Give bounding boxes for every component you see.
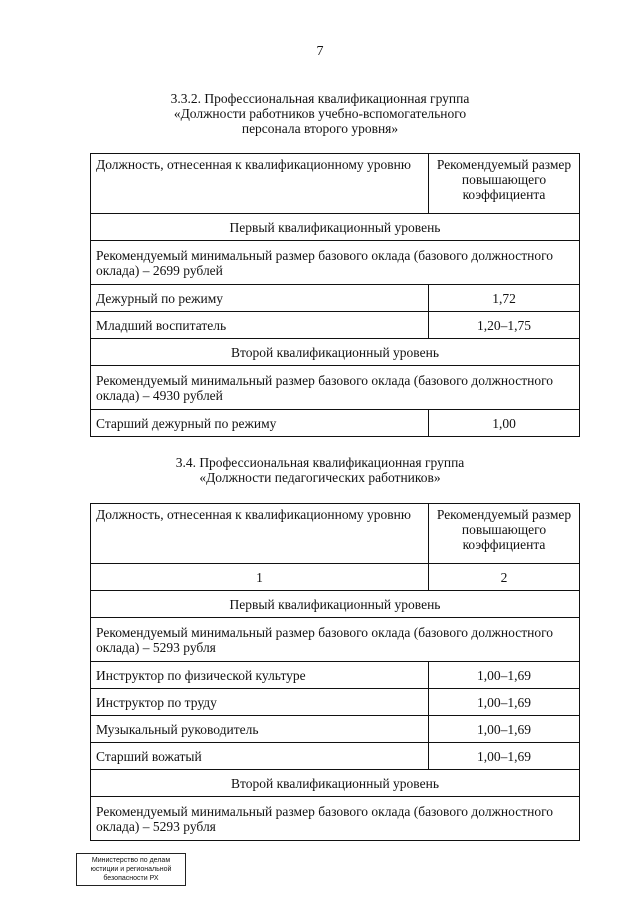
coefficient-cell: 1,00–1,69 — [429, 689, 580, 716]
header-position-cell: Должность, отнесенная к квалификационному уровню — [91, 504, 429, 564]
section-1-title-line: 3.3.2. Профессиональная квалификационная группа — [170, 91, 470, 106]
position-cell: Инструктор по труду — [91, 689, 429, 716]
table-row — [91, 410, 580, 437]
section-1-title-line: персонала второго уровня» — [241, 121, 399, 136]
coefficient-cell: 1,00–1,69 — [429, 716, 580, 743]
level-1-label: Первый квалификационный уровень — [91, 214, 580, 241]
level-2-salary: Рекомендуемый минимальный размер базового оклада (базового должностного оклада) – 5293 рубля — [91, 797, 580, 841]
table-row — [91, 689, 580, 716]
stamp-line: Министерство по делам — [91, 857, 171, 864]
salary-row — [91, 797, 580, 841]
table-row — [91, 743, 580, 770]
section-1-table — [90, 153, 580, 437]
section-1-title — [0, 91, 640, 136]
level-row — [91, 214, 580, 241]
header-coefficient-line: коэффициента — [462, 537, 546, 552]
level-row — [91, 591, 580, 618]
table-row — [91, 716, 580, 743]
salary-row — [91, 618, 580, 662]
position-cell: Музыкальный руководитель — [91, 716, 429, 743]
table-row — [91, 285, 580, 312]
header-coefficient-line: повышающего — [461, 172, 547, 187]
position-cell: Инструктор по физической культуре — [91, 662, 429, 689]
numbering-row — [91, 564, 580, 591]
position-cell: Дежурный по режиму — [91, 285, 429, 312]
section-2-table — [90, 503, 580, 841]
coefficient-cell: 1,72 — [429, 285, 580, 312]
level-1-salary: Рекомендуемый минимальный размер базового оклада (базового должностного оклада) – 5293 рубля — [91, 618, 580, 662]
coefficient-cell: 1,00–1,69 — [429, 743, 580, 770]
coefficient-cell: 1,00–1,69 — [429, 662, 580, 689]
table-row — [91, 312, 580, 339]
page-number: 7 — [316, 44, 324, 59]
salary-row — [91, 366, 580, 410]
coefficient-cell: 1,00 — [429, 410, 580, 437]
position-cell: Старший вожатый — [91, 743, 429, 770]
stamp-line: безопасности РХ — [103, 875, 159, 882]
level-2-label: Второй квалификационный уровень — [91, 770, 580, 797]
level-2-salary: Рекомендуемый минимальный размер базового оклада (базового должностного оклада) – 4930 рублей — [91, 366, 580, 410]
header-coefficient-cell — [429, 154, 580, 214]
column-number-cell: 1 — [91, 564, 429, 591]
coefficient-cell: 1,20–1,75 — [429, 312, 580, 339]
table-header-row — [91, 154, 580, 214]
header-coefficient-line: Рекомендуемый размер — [436, 507, 572, 522]
level-2-label: Второй квалификационный уровень — [91, 339, 580, 366]
header-position-cell: Должность, отнесенная к квалификационному уровню — [91, 154, 429, 214]
header-coefficient-line: повышающего — [461, 522, 547, 537]
table-row — [91, 662, 580, 689]
section-1-title-line: «Должности работников учебно-вспомогательного — [173, 106, 467, 121]
section-2-title-line: 3.4. Профессиональная квалификационная группа — [175, 455, 465, 470]
section-2-title-line: «Должности педагогических работников» — [199, 470, 441, 485]
table-header-row — [91, 504, 580, 564]
section-2-title — [0, 455, 640, 485]
column-number-cell: 2 — [429, 564, 580, 591]
stamp-line: юстиции и региональной — [90, 866, 172, 873]
position-cell: Старший дежурный по режиму — [91, 410, 429, 437]
position-cell: Младший воспитатель — [91, 312, 429, 339]
level-row — [91, 770, 580, 797]
header-coefficient-line: Рекомендуемый размер — [436, 157, 572, 172]
header-coefficient-line: коэффициента — [462, 187, 546, 202]
level-1-label: Первый квалификационный уровень — [91, 591, 580, 618]
level-1-salary: Рекомендуемый минимальный размер базового оклада (базового должностного оклада) – 2699 рублей — [91, 241, 580, 285]
ministry-stamp — [76, 853, 186, 886]
salary-row — [91, 241, 580, 285]
header-coefficient-cell — [429, 504, 580, 564]
level-row — [91, 339, 580, 366]
